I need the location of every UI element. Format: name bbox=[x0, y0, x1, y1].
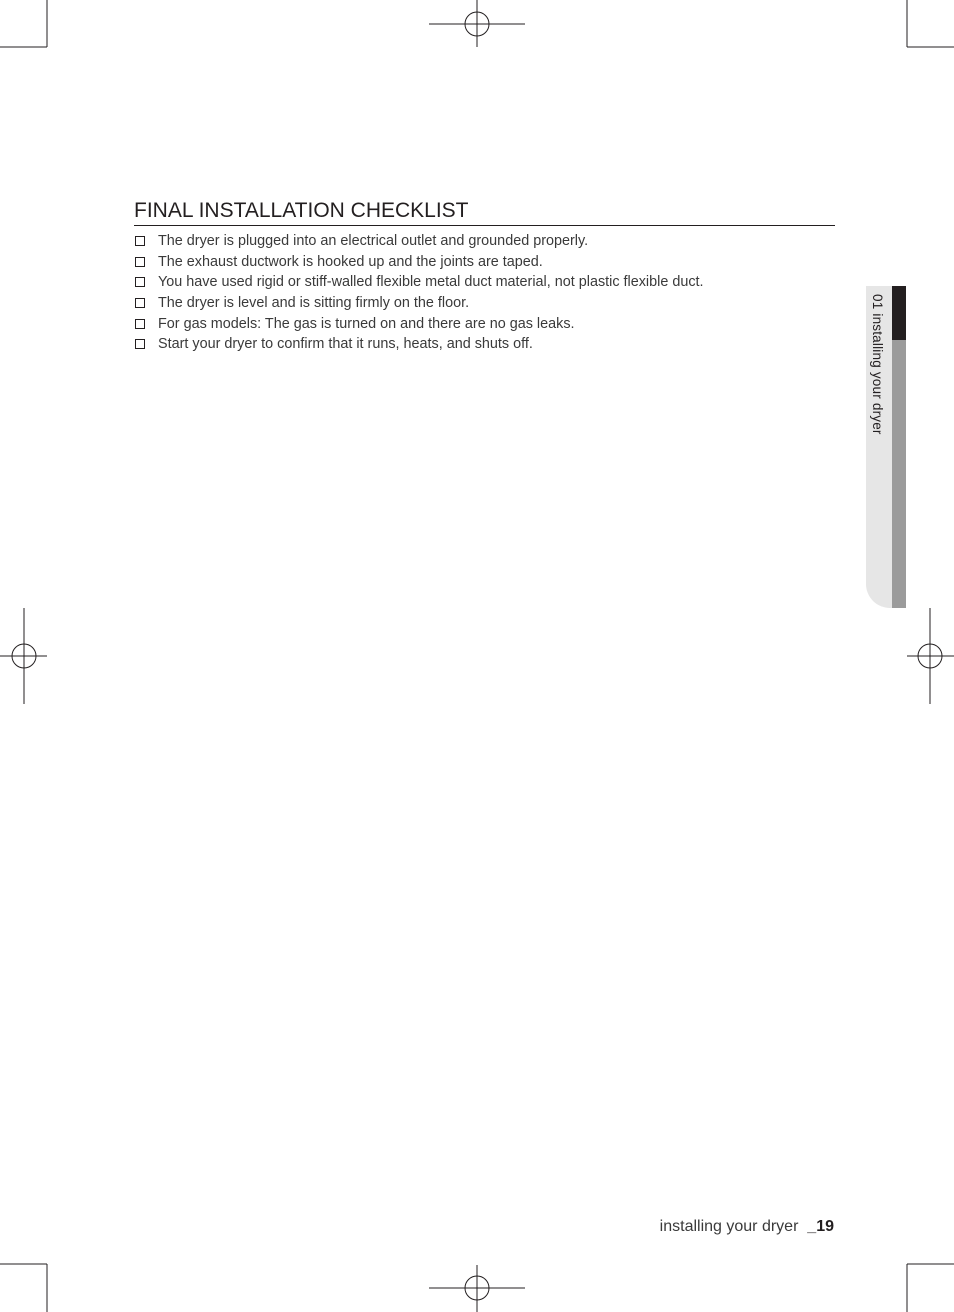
checklist-item bbox=[134, 293, 704, 314]
checklist-item bbox=[134, 334, 704, 355]
checklist-item-text: The dryer is level and is sitting firmly on the floor. bbox=[158, 295, 470, 312]
checkbox-icon bbox=[135, 277, 145, 287]
checklist-item bbox=[134, 272, 704, 293]
checklist-item-text: For gas models: The gas is turned on and there are no gas leaks. bbox=[158, 315, 575, 332]
checklist-item-text: The dryer is plugged into an electrical outlet and grounded properly. bbox=[158, 233, 589, 250]
checklist-item bbox=[134, 252, 704, 273]
chapter-tab-marker bbox=[892, 286, 906, 340]
checklist-item bbox=[134, 313, 704, 334]
installation-checklist bbox=[134, 231, 704, 355]
checkbox-icon bbox=[135, 319, 145, 329]
section-heading: FINAL INSTALLATION CHECKLIST bbox=[134, 199, 835, 226]
checkbox-icon bbox=[135, 298, 145, 308]
checkbox-icon bbox=[135, 339, 145, 349]
checklist-item bbox=[134, 231, 704, 252]
registration-mark bbox=[429, 1265, 525, 1312]
page-number-prefix: _ bbox=[807, 1218, 817, 1235]
registration-mark bbox=[907, 608, 954, 704]
registration-mark bbox=[0, 608, 47, 704]
checkbox-icon bbox=[135, 236, 145, 246]
footer-section-title: installing your dryer bbox=[659, 1218, 799, 1235]
checklist-item-text: You have used rigid or stiff-walled flexible metal duct material, not plastic flexible duct. bbox=[158, 274, 704, 291]
registration-mark bbox=[429, 0, 525, 47]
page-footer bbox=[660, 1218, 834, 1236]
checkbox-icon bbox=[135, 257, 145, 267]
checklist-item-text: The exhaust ductwork is hooked up and the joints are taped. bbox=[158, 253, 543, 270]
checklist-item-text: Start your dryer to confirm that it runs, heats, and shuts off. bbox=[158, 336, 533, 353]
page-number: 19 bbox=[816, 1218, 834, 1235]
chapter-tab-bar bbox=[892, 340, 906, 608]
chapter-tab-label: 01 installing your dryer bbox=[870, 294, 885, 435]
